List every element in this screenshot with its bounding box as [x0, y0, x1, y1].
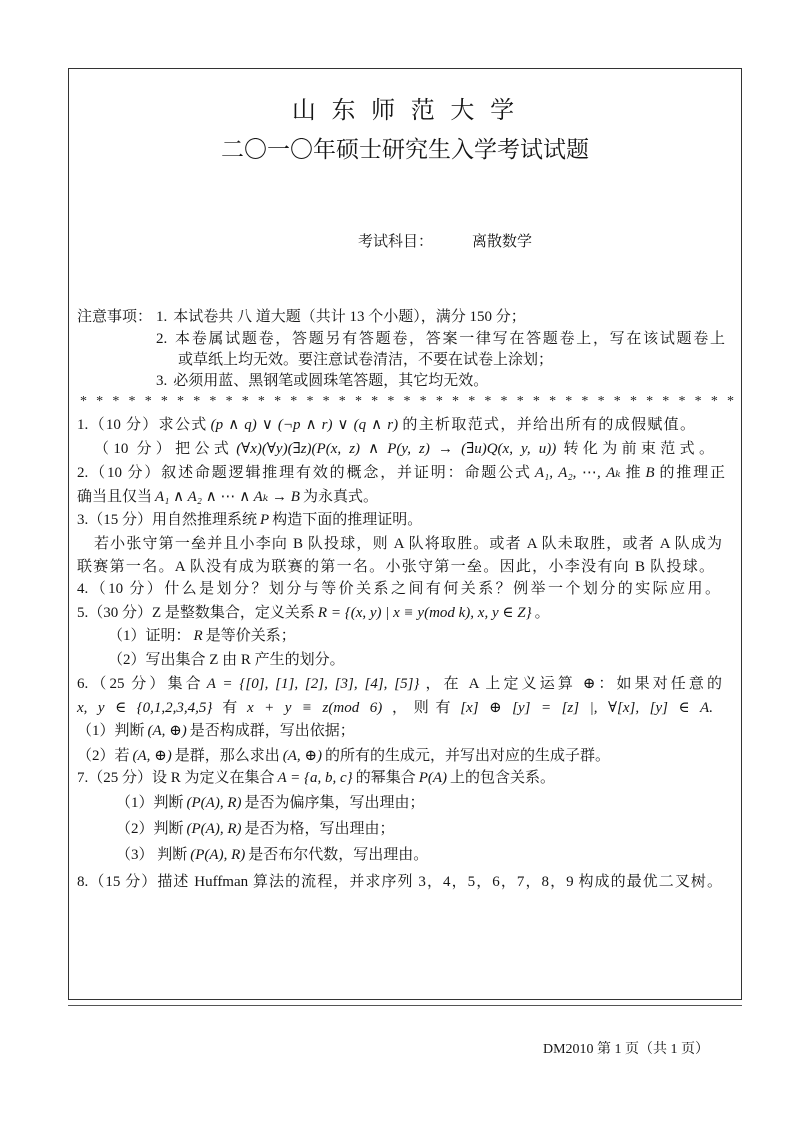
q3-line-3: 联赛第一名。A 队没有成为联赛的第一名。小张守第一垒。因此，小李没有向 B 队投球。	[77, 559, 714, 575]
exam-title: 二〇一〇年硕士研究生入学考试试题	[221, 137, 589, 163]
q6-formula-operation: [x] ⊕ [y] = [z] |, ∀[x], [y] ∈ A.	[460, 700, 713, 716]
q6-line-2	[77, 698, 716, 718]
q7-poset-3: (P(A), R)	[190, 847, 246, 863]
q6-line-3-text: （1）判断	[77, 723, 145, 739]
q5-line-3: （2）写出集合 Z 由 R 产生的划分。	[108, 652, 345, 668]
q1-formula-dnf: (p ∧ q) ∨ (¬p ∧ r) ∨ (q ∧ r)	[210, 417, 399, 433]
q6-line-3-text-end: 是否构成群，写出依据；	[189, 723, 355, 739]
star-separator: * * * * * * * * * * * * * * * * * * * * * * * * * * * * * * * * * * * * * * * * *	[80, 394, 734, 409]
q6-group-2: (A, ⊕)	[132, 748, 172, 764]
q7-poset-1: (P(A), R)	[186, 795, 242, 811]
q6-line-4-text-end: 的所有的生成元，并写出对应的生成子群。	[325, 748, 611, 764]
q3-system-p: P	[260, 512, 270, 528]
q2-formula-premises: A₁, A₂, ⋯, Aₖ	[534, 465, 621, 481]
q1-line-1-text: 1.（10 分）求公式	[77, 417, 208, 433]
q6-line-4	[77, 746, 610, 766]
frame-bottom-rule	[68, 1005, 742, 1006]
q3-line-1-text: 3.（15 分）用自然推理系统	[77, 512, 258, 528]
q6-group-1: (A, ⊕)	[147, 723, 187, 739]
q4-line-1: 4.（10 分）什么是划分？划分与等价关系之间有何关系？例举一个划分的实际应用。	[77, 581, 720, 597]
q7-set-a: A = {a, b, c}	[277, 770, 353, 786]
q7-line-4-text: （3） 判断	[116, 847, 188, 863]
q6-line-2-text-1: 有	[215, 700, 244, 716]
q1-line-2-text: （10 分）把公式	[94, 441, 234, 457]
notice-item-3-num: 3.	[156, 373, 168, 389]
notice-item-1	[156, 307, 526, 327]
q6-line-3	[77, 721, 355, 741]
q3-line-2: 若小张守第一垒并且小李向 B 队投球，则 A 队将取胜。或者 A 队未取胜，或者 A 队成为	[94, 536, 722, 552]
page-footer: DM2010 第 1 页（共 1 页）	[543, 1042, 710, 1057]
q2-line-1-text-mid: 推	[623, 465, 643, 481]
notice-label: 注意事项：	[77, 309, 153, 325]
q7-line-4-text-end: 是否布尔代数，写出理由。	[248, 847, 429, 863]
notice-item-2-continuation: 或草纸上均无效。要注意试卷清洁，不要在试卷上涂划；	[178, 352, 554, 368]
q2-line-2-text: 确当且仅当	[77, 489, 153, 505]
q7-line-2	[116, 793, 425, 813]
q7-line-1-text-mid: 的幂集合	[355, 770, 416, 786]
q7-line-2-text-end: 是否为偏序集，写出理由；	[244, 795, 425, 811]
q6-line-1	[77, 674, 722, 694]
notice-item-1-text: 本试卷共 八 道大题（共计 13 个小题），满分 150 分；	[173, 309, 526, 325]
q7-power-set: P(A)	[418, 770, 448, 786]
q6-set-a: A = {[0], [1], [2], [3], [4], [5]}	[206, 676, 420, 692]
q7-line-3-text: （2）判断	[116, 821, 184, 837]
q5-line-1-text-end: 。	[534, 605, 550, 621]
notice-item-3-text: 必须用蓝、黑钢笔或圆珠笔答题，其它均无效。	[173, 373, 489, 389]
q1-line-1-text-end: 的主析取范式，并给出所有的成假赋值。	[401, 417, 695, 433]
q1-formula-prenex: (∀x)(∀y)(∃z)(P(x, z) ∧ P(y, z) → (∃u)Q(x, y, u))	[236, 441, 557, 457]
notice-item-2-num: 2.	[156, 331, 168, 347]
notice-item-2	[156, 329, 725, 349]
q6-formula-domain: x, y ∈ {0,1,2,3,4,5}	[77, 700, 213, 716]
q5-line-2-text-end: 是等价关系；	[205, 628, 296, 644]
q6-line-2-text-2: ，则有	[385, 700, 458, 716]
q6-line-4-text-mid: 是群，那么求出	[174, 748, 280, 764]
q3-line-1	[77, 510, 422, 530]
q2-line-1-text-end: 的推理正	[657, 465, 725, 481]
q8-line-1: 8.（15 分）描述 Huffman 算法的流程，并求序列 3，4，5，6，7，8，9 构成的最优二叉树。	[77, 874, 722, 890]
subject-name: 离散数学	[472, 234, 533, 250]
q5-line-1-text: 5.（30 分）Z 是整数集合，定义关系	[77, 605, 315, 621]
q2-formula-implication: A₁ ∧ A₂ ∧ ⋯ ∧ Aₖ → B	[155, 489, 300, 505]
notice-item-1-num: 1.	[156, 309, 168, 325]
notice-item-2-text: 本卷属试题卷，答题另有答题卷，答案一律写在答题卷上，写在该试题卷上	[173, 331, 725, 347]
q6-group-3: (A, ⊕)	[282, 748, 322, 764]
q2-line-1-text: 2.（10 分）叙述命题逻辑推理有效的概念，并证明：命题公式	[77, 465, 532, 481]
q3-line-1-text-end: 构造下面的推理证明。	[272, 512, 423, 528]
q7-poset-2: (P(A), R)	[186, 821, 242, 837]
q7-line-3	[116, 819, 395, 839]
q7-line-1-text: 7.（25 分）设 R 为定义在集合	[77, 770, 275, 786]
q6-line-4-text: （2）若	[77, 748, 130, 764]
q7-line-2-text: （1）判断	[116, 795, 184, 811]
q1-line-1	[77, 415, 695, 435]
subject-label: 考试科目：	[358, 234, 434, 250]
q2-formula-conclusion: B	[645, 465, 655, 481]
q7-line-1	[77, 768, 555, 788]
q7-line-3-text-end: 是否为格，写出理由；	[244, 821, 395, 837]
q7-line-1-text-end: 上的包含关系。	[450, 770, 556, 786]
q5-line-2-text: （1）证明：	[108, 628, 191, 644]
q2-line-2-text-end: 为永真式。	[302, 489, 378, 505]
q5-relation-def: R = {(x, y) | x ≡ y(mod k), x, y ∈ Z}	[317, 605, 532, 621]
q6-line-1-text-end: ，在 A 上定义运算 ⊕：如果对任意的	[422, 676, 723, 692]
notice-item-3	[156, 371, 488, 391]
q7-line-4	[116, 845, 428, 865]
q2-line-1	[77, 463, 725, 483]
q1-line-2-text-end: 转化为前束范式。	[559, 441, 714, 457]
q2-line-2	[77, 487, 378, 507]
q5-relation-r: R	[193, 628, 203, 644]
q6-formula-mod: x + y ≡ z(mod 6)	[246, 700, 383, 716]
q1-line-2	[94, 439, 714, 459]
q5-line-1	[77, 603, 550, 623]
university-name: 山 东 师 范 大 学	[291, 96, 519, 124]
q6-line-1-text: 6.（25 分）集合	[77, 676, 204, 692]
q5-line-2	[108, 626, 296, 646]
